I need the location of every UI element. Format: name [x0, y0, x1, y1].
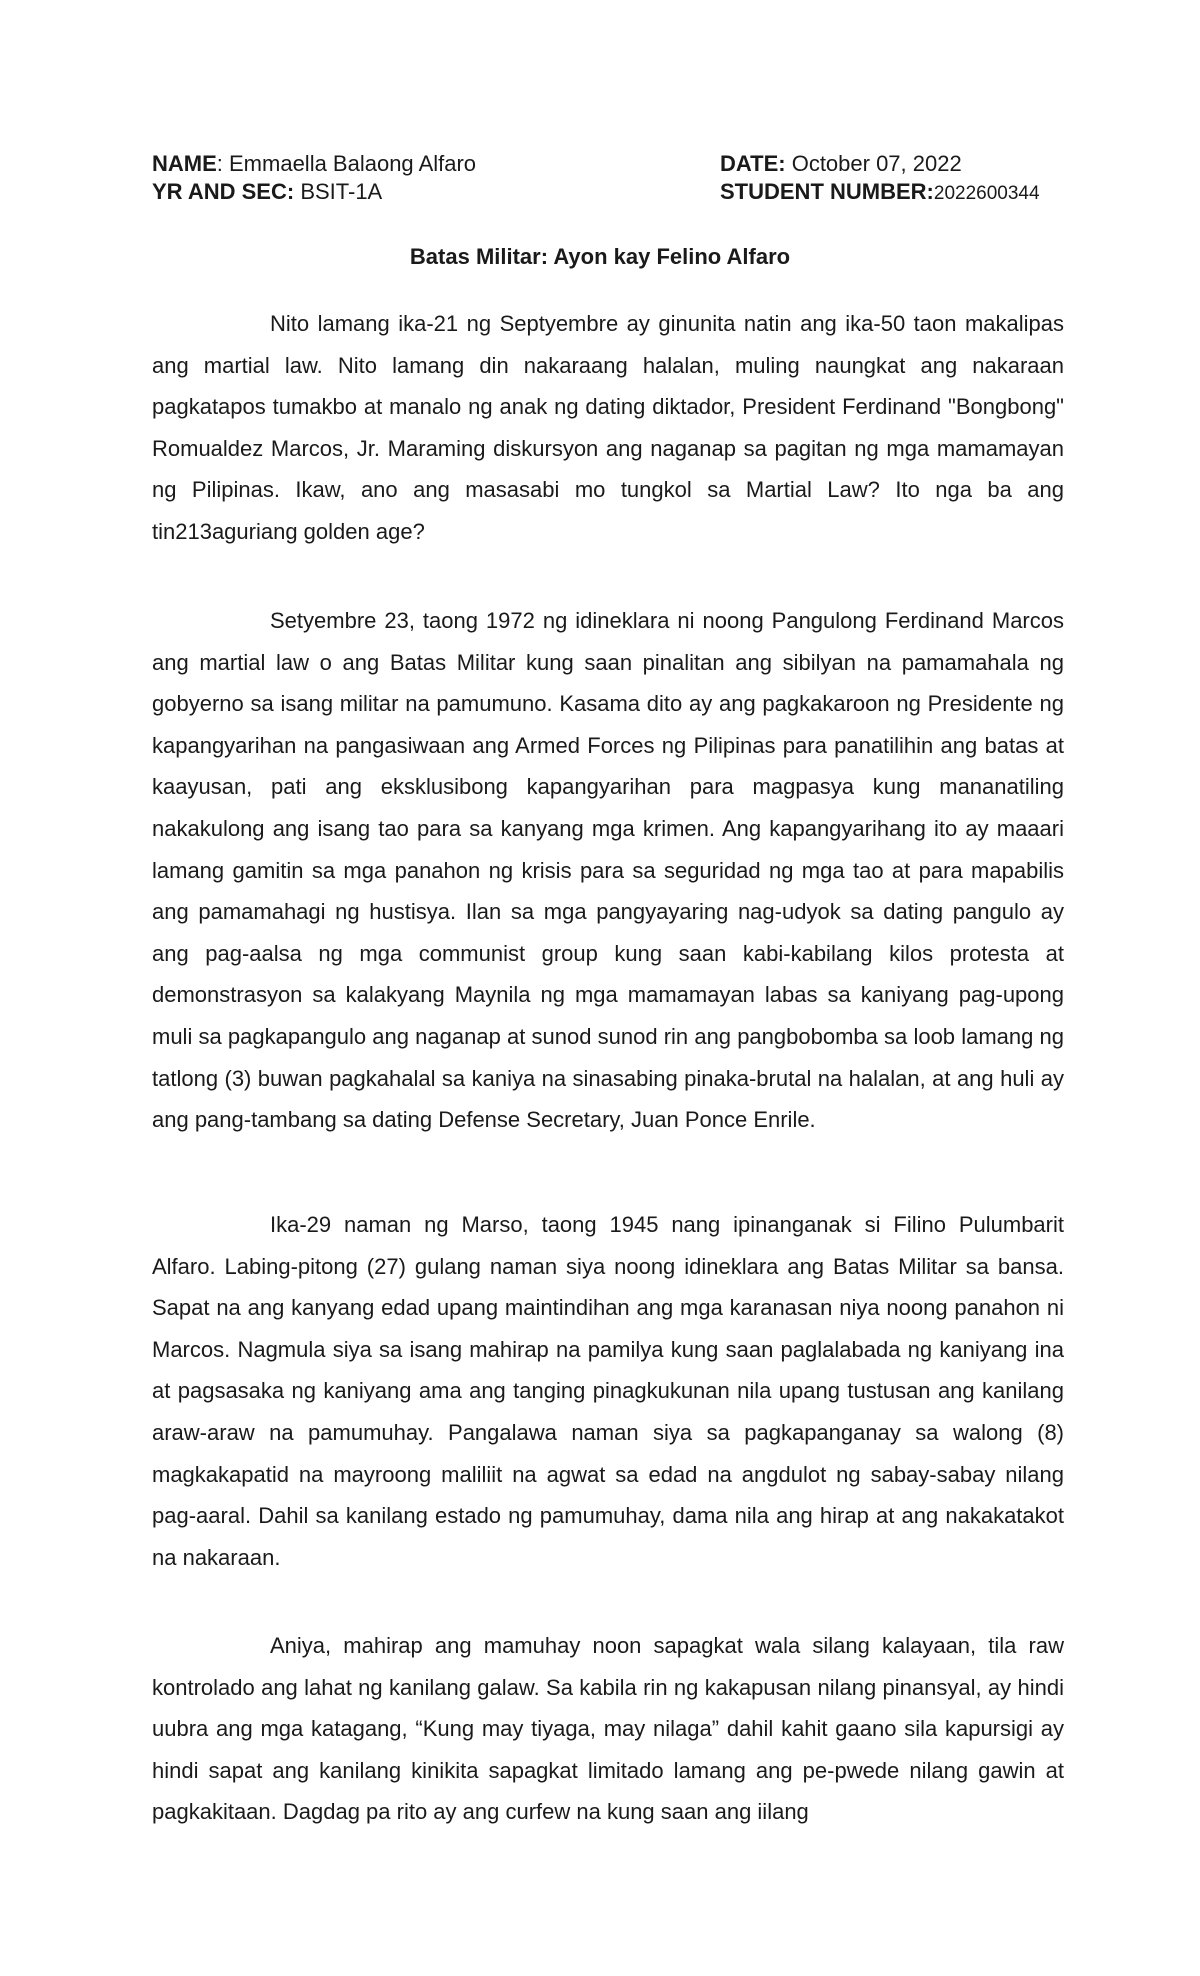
student-number-row — [720, 178, 1040, 208]
name-row — [152, 150, 476, 178]
paragraph-1: Nito lamang ika-21 ng Septyembre ay ginunita natin ang ika-50 taon makalipas ang martial law. Nito lamang din nakaraang halalan, muling naungkat ang nakaraan pagkatapos tumakbo at manalo ng anak ng dating diktador, President Ferdinand "Bongbong" Romualdez Marcos, Jr. Maraming diskursyon ang naganap sa pagitan ng mga mamamayan ng Pilipinas. Ikaw, ano ang masasabi mo tungkol sa Martial Law? Ito nga ba ang tin213aguriang golden age? — [152, 311, 1064, 544]
name-label: NAME — [152, 151, 217, 176]
header-left-column — [152, 150, 476, 206]
student-number-value: 2022600344 — [933, 183, 1040, 204]
yr-sec-label: YR AND SEC: — [152, 179, 295, 204]
date-row — [720, 150, 1040, 178]
document-title: Batas Militar: Ayon kay Felino Alfaro — [409, 244, 791, 269]
yr-sec-value: BSIT-1A — [294, 179, 383, 204]
paragraph-3: Ika-29 naman ng Marso, taong 1945 nang ipinanganak si Filino Pulumbarit Alfaro. Labing-pitong (27) gulang naman siya noong idineklara ang Batas Militar sa bansa. Sapat na ang kanyang edad upang maintindihan ang mga karanasan niya noong panahon ni Marcos. Nagmula siya sa isang mahirap na pamilya kung saan paglalabada ng kaniyang ina at pagsasaka ng kaniyang ama ang tanging pinagkukunan nila upang tustusan ang kanilang araw-araw na pamumuhay. Pangalawa naman siya sa pagkapanganay sa walong (8) magkakapatid na mayroong maliliit na agwat sa edad na angdulot ng sabay-sabay nilang pag-aaral. Dahil sa kanilang estado ng pamumuhay, dama nila ang hirap at ang nakakatakot na nakaraan. — [152, 1212, 1064, 1570]
date-label: DATE: — [720, 151, 786, 176]
name-value: : Emmaella Balaong Alfaro — [216, 151, 477, 176]
student-number-label: STUDENT NUMBER: — [720, 179, 934, 204]
document-header — [152, 150, 1072, 206]
date-value: October 07, 2022 — [785, 151, 962, 176]
header-right-column — [720, 150, 1040, 208]
yr-sec-row — [152, 178, 476, 206]
paragraph-4: Aniya, mahirap ang mamuhay noon sapagkat wala silang kalayaan, tila raw kontrolado ang lahat ng kanilang galaw. Sa kabila rin ng kakapusan nilang pinansyal, ay hindi uubra ang mga katagang, “Kung may tiyaga, may nilaga” dahil kahit gaano sila kapursigi ay hindi sapat ang kanilang kinikita sapagkat limitado lamang ang pe-pwede nilang gawin at pagkakitaan. Dagdag pa rito ay ang curfew na kung saan ang iilang — [152, 1633, 1064, 1825]
paragraph-2: Setyembre 23, taong 1972 ng idineklara ni noong Pangulong Ferdinand Marcos ang martial law o ang Batas Militar kung saan pinalitan ang sibilyan na pamamahala ng gobyerno sa isang militar na pamumuno. Kasama dito ay ang pagkakaroon ng Presidente ng kapangyarihan na pangasiwaan ang Armed Forces ng Pilipinas para panatilihin ang batas at kaayusan, pati ang eksklusibong kapangyarihan para magpasya kung mananatiling nakakulong ang isang tao para sa kanyang mga krimen. Ang kapangyarihang ito ay maaari lamang gamitin sa mga panahon ng krisis para sa seguridad ng mga tao at para mapabilis ang pamamahagi ng hustisya. Ilan sa mga pangyayaring nag-udyok sa dating pangulo ay ang pag-aalsa ng mga communist group kung saan kabi-kabilang kilos protesta at demonstrasyon sa kalakyang Maynila ng mga mamamayan labas sa kaniyang pag-upong muli sa pagkapangulo ang naganap at sunod sunod rin ang pangbobomba sa loob lamang ng tatlong (3) buwan pagkahalal sa kaniya na sinasabing pinaka-brutal na halalan, at ang huli ay ang pang-tambang sa dating Defense Secretary, Juan Ponce Enrile. — [152, 608, 1064, 1133]
